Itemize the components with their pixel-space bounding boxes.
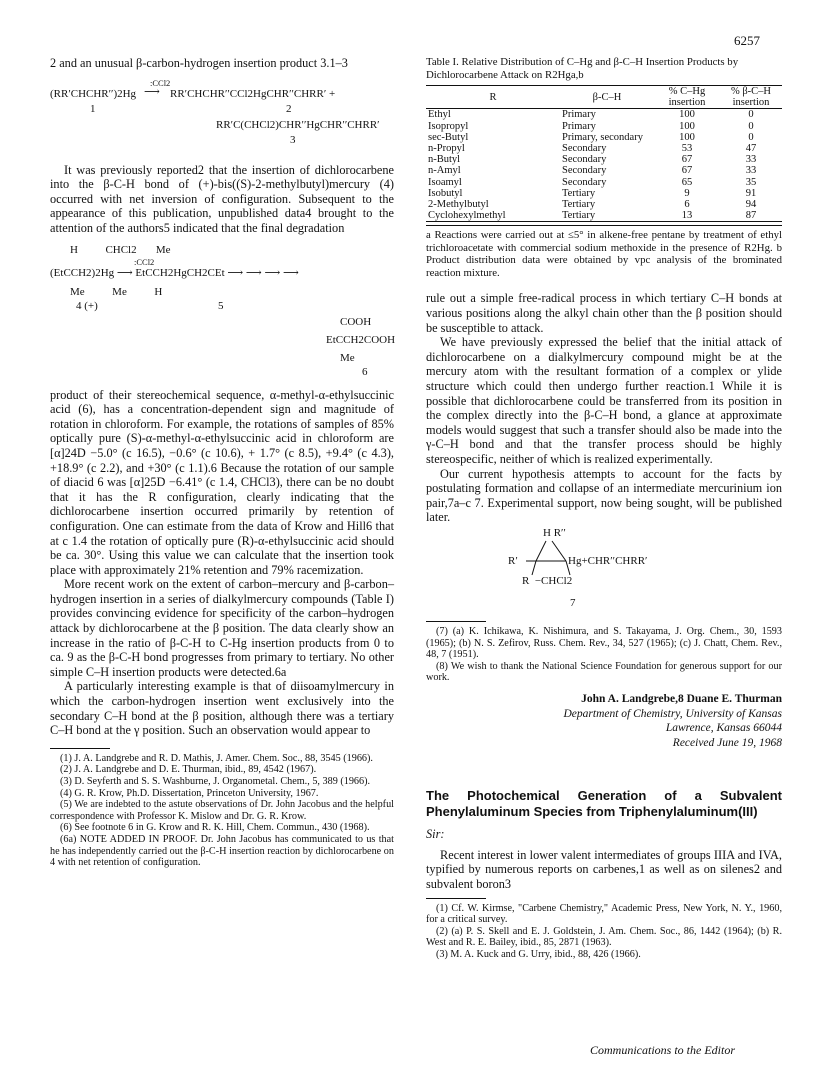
city: Lawrence, Kansas 66044 — [665, 722, 782, 735]
department: Department of Chemistry, University of Kansas — [563, 707, 782, 720]
page-number: 6257 — [734, 33, 760, 48]
footnote: (1) J. A. Landgrebe and R. D. Mathis, J. Amer. Chem. Soc., 88, 3545 (1966). — [60, 752, 373, 764]
table-row — [426, 109, 782, 121]
table-cell: Isobutyl — [428, 187, 463, 199]
scheme-1 — [50, 77, 394, 159]
scheme2-reagent: :CCl2 — [134, 256, 155, 267]
table-1 — [426, 85, 782, 222]
footnote: (4) G. R. Krow, Ph.D. Dissertation, Princeton University, 1967. — [60, 787, 319, 799]
table-cell: Isoamyl — [428, 176, 462, 188]
table-cell: n-Butyl — [428, 154, 461, 166]
scheme2-bot: Me Me H — [70, 285, 163, 298]
compound-4-label: 4 (+) — [76, 299, 98, 312]
arrow-icon: ⟶ — [144, 85, 160, 98]
scheme2-acid1: COOH — [340, 315, 372, 328]
table-cell: Primary — [562, 120, 596, 132]
table-cell: 33 — [745, 154, 757, 166]
table-cell: 0 — [748, 131, 754, 143]
authors: John A. Landgrebe,8 Duane E. Thurman — [581, 692, 782, 705]
table-cell: 13 — [681, 210, 693, 222]
footnote: (2) J. A. Landgrebe and D. E. Thurman, ibid., 89, 4542 (1967). — [60, 764, 317, 776]
table-caption: Table I. Relative Distribution of C–Hg and β-C–H Insertion Products by Dichlorocarbene Attack on R2Hga,b — [426, 56, 739, 81]
scheme1-lhs: (RR′CHCHR′′)2Hg — [50, 87, 137, 100]
scheme2-acid3: Me — [340, 351, 355, 364]
right-paragraph-4: Recent interest in lower valent intermediates of groups IIIA and IVA, typified by numerous reports on carbenes,1 as well as on silenes2 and subvalent boron3 — [426, 847, 782, 892]
compound-5-label: 5 — [218, 299, 224, 312]
compound-3-label: 3 — [290, 133, 296, 146]
right-paragraph-2: We have previously expressed the belief that the initial attack of dichlorocarbene on a dialkylmercury compound might be at the mercury atom with the resultant formation of a complex or ylide structure which could then undergo further reaction.1 While it is possible that dichlorocarbene could be transferred from its position in the complex directly into the β-C–H bond, a glance at approximate models would suggest that such a transfer should also be made into the γ-C–H bond and that the transfer process should be highly stereospecific, neither of which is realized experimentally. — [426, 335, 782, 466]
structure-7 — [426, 525, 782, 621]
scheme2-mid: (EtCCH2)2Hg ⟶ EtCCH2HgCH2CEt ⟶ ⟶ ⟶ ⟶ — [50, 266, 299, 279]
table-cell: 67 — [681, 154, 693, 166]
table-row — [426, 165, 782, 176]
footnote: (6) See footnote 6 in G. Krow and R. K. Hill, Chem. Commun., 430 (1968). — [60, 822, 370, 834]
table-cell: Secondary — [562, 165, 607, 177]
table-cell: Isopropyl — [428, 120, 469, 132]
compound-6-label: 6 — [362, 365, 368, 378]
page-footer: Communications to the Editor — [590, 1043, 735, 1057]
table-cell: n-Propyl — [428, 143, 465, 155]
paragraph-2: product of their stereochemical sequence, α-methyl-α-ethylsuccinic acid (6), has a concentration-dependent sign and magnitude of rotation in chloroform. For example, the rotations of samples of 85% optically pure (S)-α-methyl-α-ethylsuccinic acid in chloroform are [α]24D −5.0° (c 16.5), −0.6° (c 10.6), + 1.7° (c 8.5), +9.4° (c 4.3), +18.9° (c 2.2), and +30° (c 1.1).6 Because the rotation of our sample of diacid 6 was [α]25D −6.41° (c 1.4, CHCl3), there can be no doubt that it has the R configuration, clearly indicating that the dichlorocarbene insertion occurred primarily by retention of configuration. One can estimate from the data of Krow and Hill6 that at c 1.4 the rotation of optically pure (R)-α-ethylsuccinic acid should be ca. 30°. Using this value we can calculate that the insertion took place with approximately 21% retention and 79% racemization. — [50, 387, 394, 577]
received-date: Received June 19, 1968 — [672, 736, 782, 749]
table-cell: 100 — [679, 131, 695, 143]
right-column — [426, 56, 782, 961]
s7-bot: R −CHCl2 — [522, 574, 573, 587]
table-cell: 67 — [681, 165, 693, 177]
table-cell: 100 — [679, 109, 695, 121]
table-cell: sec-Butyl — [428, 131, 469, 143]
footnote: (2) (a) P. S. Skell and E. J. Goldstein, J. Am. Chem. Soc., 86, 1442 (1964); (b) R. West and R. E. Bailey, ibid., 85, 2871 (1963). — [426, 925, 782, 949]
table-header: % C–Hg insertion — [668, 86, 706, 109]
right-footnotes-2 — [426, 903, 782, 961]
s7-right: Hg+CHR′′CHRR′ — [568, 554, 648, 567]
left-footnotes — [50, 753, 394, 869]
table-cell: Tertiary — [562, 199, 596, 211]
scheme1-rhs: RR′CHCHR′′CCl2HgCHR′′CHRR′ + — [170, 87, 336, 100]
footnote: (6a) NOTE ADDED IN PROOF. Dr. John Jacobus has communicated to us that he has independently carried out the β-C-H insertion reaction by dichlorocarbene on 4 with net retention of configuration. — [50, 833, 394, 869]
paragraph-1: It was previously reported2 that the insertion of dichlorocarbene into the β-C-H bond of (+)-bis((S)-2-methylbutyl)mercury (4) occurred with net inversion of configuration. Subsequent to the appearance of this publication, unpublished data4 brought to the attention of the authors5 indicated that the final degradation — [50, 162, 395, 235]
table-cell: 65 — [681, 176, 693, 188]
table-body — [426, 109, 782, 222]
table-cell: n-Amyl — [428, 165, 461, 177]
table-row — [426, 143, 782, 154]
table-cell: 87 — [745, 210, 757, 222]
footnote: (5) We are indebted to the astute observations of Dr. John Jacobus and the helpful correspondence with Professor K. Mislow and Dr. G. R. Krow. — [50, 799, 394, 822]
scheme2-acid2: EtCCH2COOH — [326, 333, 396, 346]
left-column — [50, 56, 394, 869]
table-row — [426, 188, 782, 199]
table-cell: 33 — [745, 165, 757, 177]
footnote: (3) D. Seyferth and S. S. Washburne, J. Organometal. Chem., 5, 389 (1966). — [60, 776, 371, 787]
table-cell: 47 — [745, 143, 757, 155]
table-cell: Primary — [562, 109, 596, 121]
table-row — [426, 132, 782, 143]
footnote: (3) M. A. Kuck and G. Urry, ibid., 88, 426 (1966). — [436, 949, 641, 961]
table-cell: 35 — [745, 176, 757, 188]
table-cell: 91 — [745, 187, 757, 199]
table-cell: 6 — [684, 199, 690, 211]
right-footnotes — [426, 626, 782, 684]
table-cell: 0 — [748, 109, 754, 121]
table-header: % β-C–H insertion — [730, 86, 772, 109]
table-header: R — [489, 91, 497, 103]
right-paragraph-1: rule out a simple free-radical process in which tertiary C–H bonds at various positions along the alkyl chain other than the β position should be susceptible to attack. — [426, 291, 782, 335]
paragraph-4: A particularly interesting example is that of diisoamylmercury in which the carbon-hydrogen insertion went exclusively into the secondary C–H bond at the β position, although there was a tertiary C–H bond at the γ position. Such an observation would appear to — [50, 679, 394, 738]
table-header: β-C–H — [592, 91, 622, 103]
footnote: (1) Cf. W. Kirmse, "Carbene Chemistry," Academic Press, New York, N. Y., 1960, for a critical survey. — [426, 902, 782, 926]
footnote: (8) We wish to thank the National Science Foundation for generous support for our work. — [426, 660, 782, 684]
salutation: Sir: — [426, 827, 445, 842]
table-row — [426, 121, 782, 132]
s7-top: H R′′ — [543, 526, 566, 539]
table-cell: 53 — [681, 143, 693, 155]
table-cell: Ethyl — [428, 109, 451, 121]
footnote-rule — [426, 898, 486, 899]
table-cell: Tertiary — [562, 210, 596, 222]
table-note: a Reactions were carried out at ≤5° in alkene-free pentane by treatment of ethyl trichloroacetate with commercial sodium methoxide in the presence of R2Hg. b Product distribution data were obtained by vpc analysis of the brominated reaction mixture. — [426, 225, 782, 279]
table-cell: 9 — [684, 187, 690, 199]
table-cell: Cyclohexylmethyl — [428, 210, 506, 222]
compound-7-label: 7 — [570, 596, 576, 609]
table-row — [426, 199, 782, 210]
table-cell: Primary, secondary — [562, 131, 643, 143]
paragraph-3: More recent work on the extent of carbon–mercury and β-carbon–hydrogen insertion in a series of dialkylmercury compounds (Table I) provides convincing evidence for specificity of the carbon–hydrogen attack by dichlorocarbene at the β position. The data clearly show an increase in the ratio of β-C-H to C-Hg insertion products from 0 to ca. 9 as the β-C-H bond progresses from primary to tertiary. No other simple C–H insertion products were detected.6a — [50, 577, 394, 679]
table-cell: 94 — [745, 199, 757, 211]
table-cell: 0 — [748, 120, 754, 132]
table-cell: 2-Methylbutyl — [428, 199, 489, 211]
table-cell: Tertiary — [562, 187, 596, 199]
table-cell: Secondary — [562, 176, 607, 188]
footnote-rule — [426, 621, 486, 622]
table-row — [426, 210, 782, 222]
compound-1-label: 1 — [90, 102, 96, 115]
scheme1-line2: RR′C(CHCl2)CHR′′HgCHR′′CHRR′ — [216, 118, 380, 131]
s7-left: R′ — [508, 554, 518, 567]
scheme1-reagent: :CCl2 — [150, 77, 171, 88]
intro-text: 2 and an unusual β-carbon-hydrogen insertion product 3.1–3 — [50, 56, 348, 70]
article-title: The Photochemical Generation of a Subvalent Phenylaluminum Species from Triphenylaluminum(III) — [426, 788, 782, 819]
table-row — [426, 177, 782, 188]
scheme-2 — [50, 240, 394, 388]
right-paragraph-3: Our current hypothesis attempts to account for the facts by postulating formation and collapse of an intermediate mercurinium ion pair,7a–c 7. Experimental support, now being sought, will be published later. — [426, 466, 782, 525]
table-cell: Secondary — [562, 143, 607, 155]
footnote-rule — [50, 748, 110, 749]
footnote: (7) (a) K. Ichikawa, K. Nishimura, and S. Takayama, J. Org. Chem., 30, 1593 (1965); (b) N. S. Zefirov, Russ. Chem. Rev., 34, 527 (1965); (c) J. Chatt, Chem. Rev., 48, 7 (1951). — [426, 625, 782, 661]
table-row — [426, 154, 782, 165]
table-cell: 100 — [679, 120, 695, 132]
compound-2-label: 2 — [286, 102, 292, 115]
table-cell: Secondary — [562, 154, 607, 166]
scheme2-top: H CHCl2 Me — [70, 243, 171, 256]
